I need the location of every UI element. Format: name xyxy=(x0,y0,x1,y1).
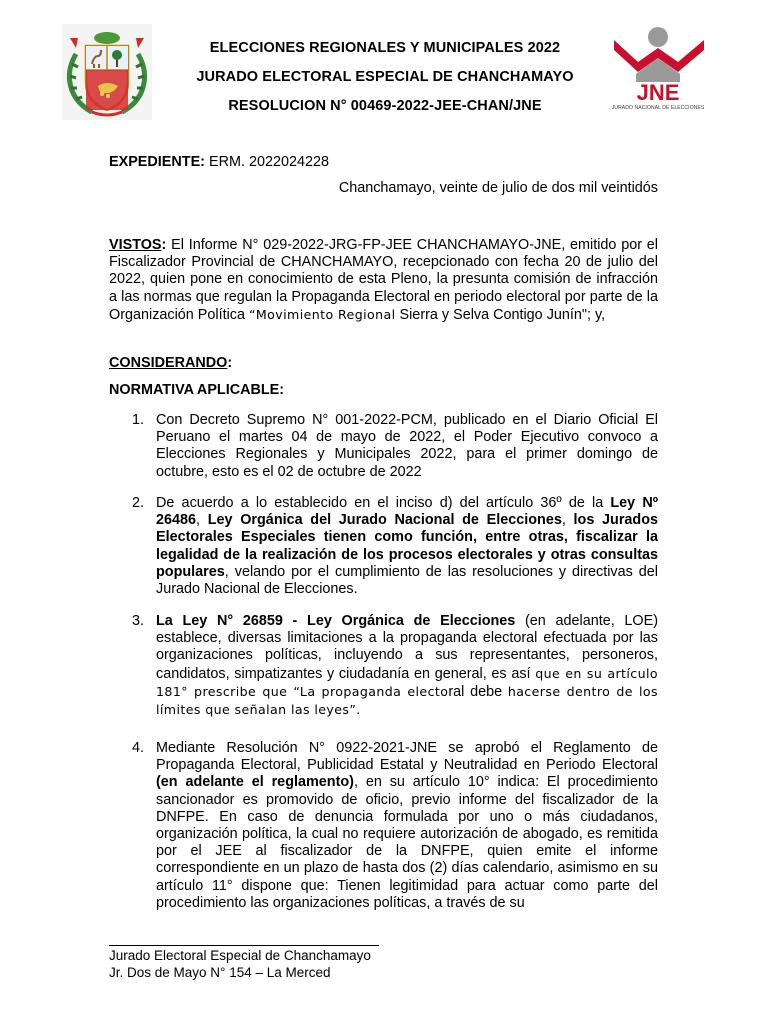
list-item xyxy=(109,613,658,719)
expediente-number: ERM. 2022024228 xyxy=(204,154,329,170)
footer-address: Jr. Dos de Mayo N° 154 – La Merced xyxy=(109,964,331,980)
list-item xyxy=(109,412,658,481)
item4-post: , en su artículo 10° indica: El procedimiento sancionador es promovido de oficio, previo informe del fiscalizador de la DNFPE. En caso de denuncia formulada por uno o más ciudadanos, organización política, la cual no requiere autorización de abogado, es remitida por el JEE al fiscalizador de la DNFPE, quien emite el informe correspondiente en un plazo de hasta dos (2) días calendario, asimismo en su artículo 11° dispone que: Tienen legitimidad para actuar como parte del procedimiento las organizaciones políticas, a través de su xyxy=(156,774,658,911)
item3-ley-title: La Ley N° 26859 - Ley Orgánica de Elecciones xyxy=(156,613,516,629)
jne-logo-caption: JURADO NACIONAL DE ELECCIONES xyxy=(611,105,705,111)
footer-divider xyxy=(109,945,379,946)
item2-ley-name: Ley Orgánica del Jurado Nacional de Elecciones xyxy=(207,512,562,529)
vistos-quoted-org: “Movimiento Regional xyxy=(248,306,396,322)
list-item-text xyxy=(156,740,658,912)
considerando-label: CONSIDERANDO xyxy=(109,355,228,371)
item2-sep2: , xyxy=(561,512,574,529)
list-item xyxy=(109,740,658,912)
document-date: Chanchamayo, veinte de julio de dos mil veintidós xyxy=(338,180,658,196)
item2-pre: De acuerdo a lo establecido en el inciso d) del artículo 36º de la xyxy=(156,495,611,511)
item3-quote-part1: que en su artículo 181° prescribe que “La propaganda electo xyxy=(156,665,658,699)
document-header xyxy=(165,40,605,127)
item3-text: (en adelante, LOE) establece, diversas limitaciones a la propaganda electoral efectuada por las organizaciones políticas, incluyendo a sus representantes, personeros, candidatos, simpatizantes y ciudadanía en general, es así xyxy=(156,613,658,682)
jne-logo xyxy=(610,26,710,112)
expediente-line xyxy=(109,154,658,171)
vistos-colon: : xyxy=(161,237,167,253)
expediente-label: EXPEDIENTE: xyxy=(109,154,205,170)
footer-institution: Jurado Electoral Especial de Chanchamayo xyxy=(109,948,371,963)
item4-bold: (en adelante el reglamento) xyxy=(156,774,354,791)
header-resolution-number: RESOLUCION N° 00469-2022-JEE-CHAN/JNE xyxy=(228,98,542,114)
vistos-tail: Sierra y Selva Contigo Junín"; y, xyxy=(395,306,606,323)
item3-quote-part2: hacerse dentro de los límites que señalan las leyes”. xyxy=(156,683,659,718)
list-item xyxy=(109,495,658,598)
list-item-number: 2. xyxy=(132,495,145,511)
list-item-text: Con Decreto Supremo N° 001-2022-PCM, publicado en el Diario Oficial El Peruano el martes 04 de mayo de 2022, el Poder Ejecutivo convoco a Elecciones Regionales y Municipales 2022, para el primer domingo de octubre, esto es el 02 de octubre de 2022 xyxy=(156,412,658,480)
item3-quote-mid: ral debe xyxy=(448,683,503,700)
header-jurado-name: JURADO ELECTORAL ESPECIAL DE CHANCHAMAYO xyxy=(196,69,574,85)
item2-sep1: , xyxy=(196,512,208,529)
item2-post: , velando por el cumplimiento de las resoluciones y directivas del Jurado Nacional de Elecciones. xyxy=(156,563,658,598)
vistos-text: El Informe N° 029-2022-JRG-FP-JEE CHANCHAMAYO-JNE, emitido por el Fiscalizador Provincial de CHANCHAMAYO, recepcionado con fecha 20 de julio del 2022, quien pone en conocimiento de esta Pleno, la presunta comisión de infracción a las normas que regulan la Propaganda Electoral en periodo electoral por parte de la Organización Política xyxy=(109,237,658,323)
list-item-text xyxy=(156,495,658,598)
page-footer xyxy=(109,948,371,981)
list-item-number: 4. xyxy=(132,740,145,756)
coat-of-arms-logo xyxy=(62,24,152,120)
list-item-number: 1. xyxy=(132,412,145,428)
item4-pre: Mediante Resolución N° 0922-2021-JNE se aprobó el Reglamento de Propaganda Electoral, Publicidad Estatal y Neutralidad en Periodo Electoral xyxy=(156,740,658,774)
normativa-heading: NORMATIVA APLICABLE: xyxy=(109,382,285,398)
vistos-label: VISTOS xyxy=(109,237,162,253)
item2-function-text: los Jurados Electorales Especiales tienen como función, entre otras, fiscalizar la legalidad de la realización de los procesos electorales y otras consultas populares xyxy=(156,512,659,580)
header-election-title: ELECCIONES REGIONALES Y MUNICIPALES 2022 xyxy=(209,40,561,56)
jne-logo-text: JNE xyxy=(636,80,680,105)
list-item-text xyxy=(156,613,658,719)
list-item-number: 3. xyxy=(132,613,145,629)
vistos-paragraph xyxy=(109,237,658,324)
item2-ley-number: Ley Nº 26486 xyxy=(156,495,659,529)
considerando-heading xyxy=(109,355,658,372)
considerando-colon: : xyxy=(227,355,233,371)
